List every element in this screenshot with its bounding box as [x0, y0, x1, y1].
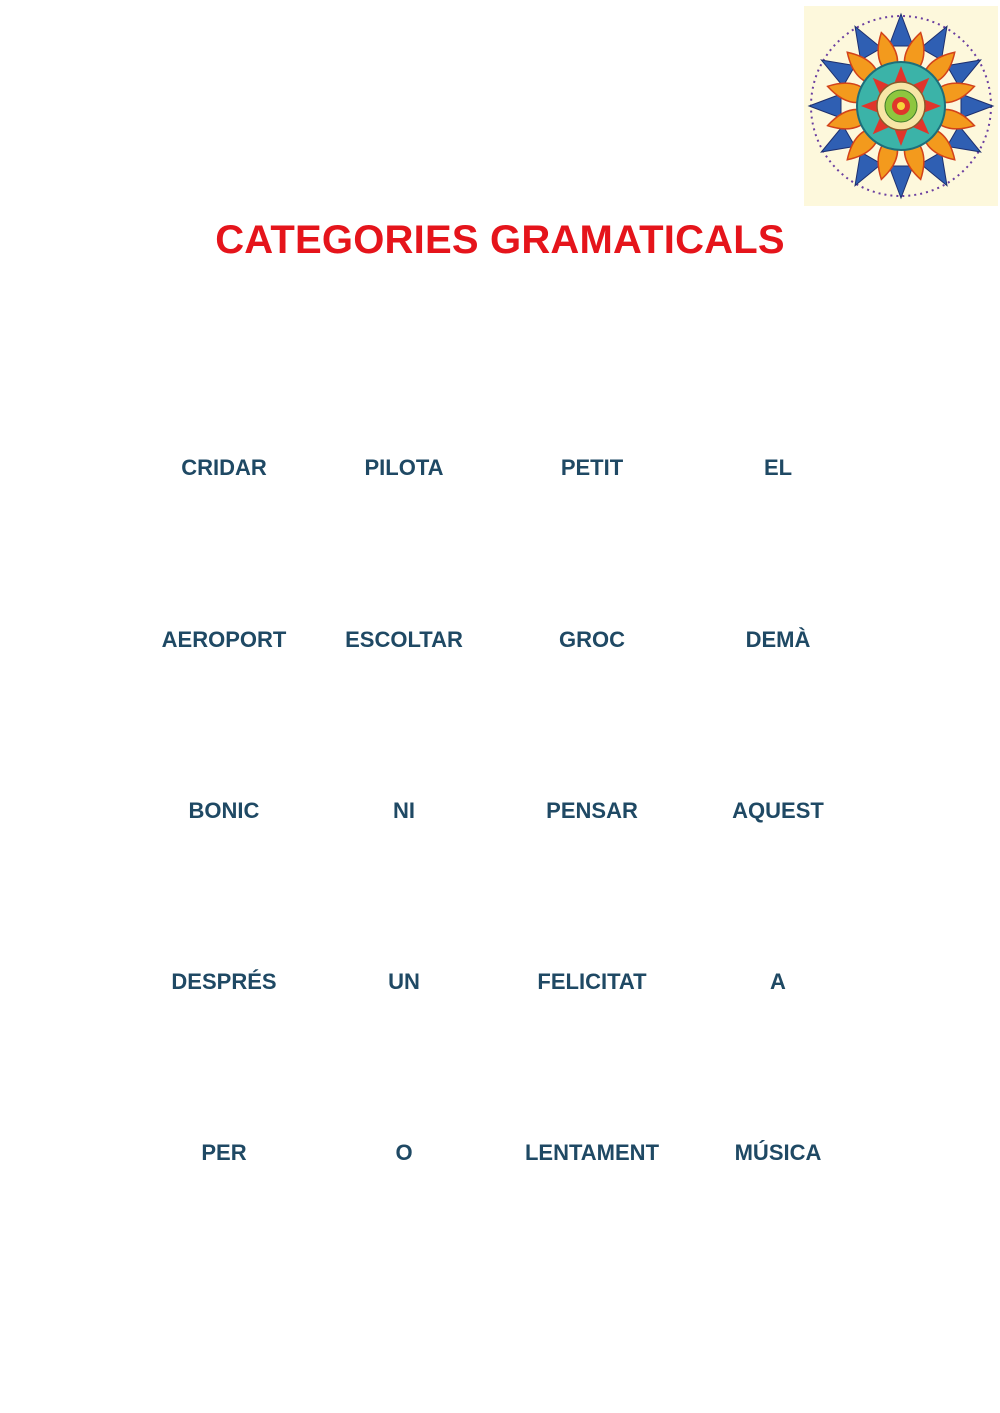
mandala-icon [804, 6, 998, 206]
word-item: AQUEST [732, 798, 824, 823]
word-item: LENTAMENT [524, 1140, 660, 1165]
word-item: O [395, 1140, 413, 1165]
page-title: CATEGORIES GRAMATICALS [215, 218, 785, 262]
word-item: BONIC [188, 798, 260, 823]
word-item: CRIDAR [181, 455, 267, 480]
word-item: EL [763, 455, 793, 480]
word-item: DESPRÉS [171, 969, 277, 994]
word-item: NI [393, 798, 415, 823]
word-item: A [770, 969, 786, 994]
word-item: AEROPORT [161, 627, 287, 652]
word-item: PILOTA [364, 455, 444, 480]
word-item: ESCOLTAR [345, 627, 463, 652]
word-item: FELICITAT [537, 969, 647, 994]
word-item: PER [201, 1140, 247, 1165]
word-item: PETIT [560, 455, 624, 480]
word-item: DEMÀ [745, 627, 811, 652]
word-item: MÚSICA [734, 1140, 822, 1165]
word-item: GROC [559, 627, 625, 652]
word-item: PENSAR [546, 798, 638, 823]
word-item: UN [388, 969, 420, 994]
